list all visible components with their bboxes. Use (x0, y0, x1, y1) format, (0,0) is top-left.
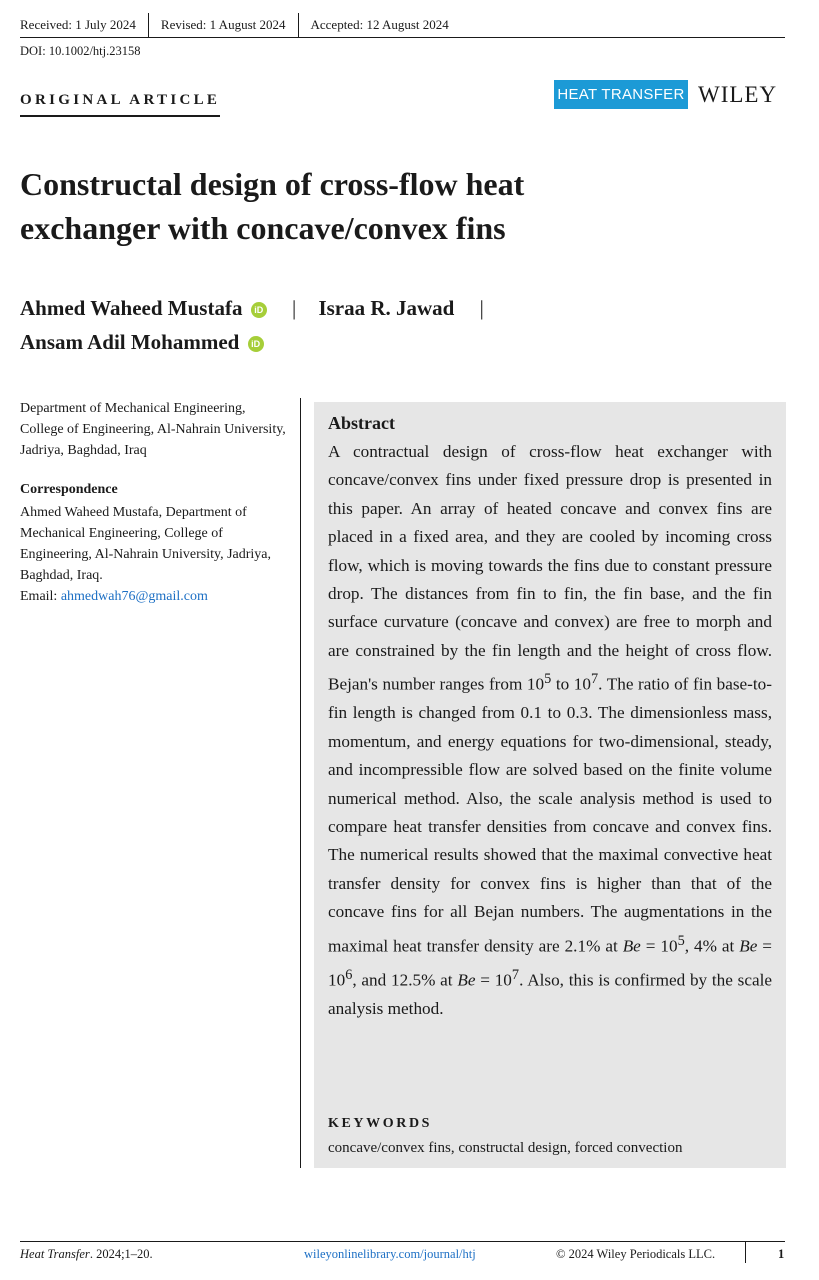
footer-copyright: © 2024 Wiley Periodicals LLC. (556, 1247, 716, 1261)
bejan-symbol: Be (739, 936, 758, 956)
publisher-logo: WILEY (698, 82, 778, 107)
bejan-symbol: Be (457, 970, 476, 990)
page-number: 1 (778, 1247, 785, 1261)
article-type: ORIGINAL ARTICLE (20, 92, 220, 117)
abstract-segment: . Also, this is confirmed by the scale analysis method. (328, 970, 773, 1018)
column-divider (300, 398, 301, 1168)
footer-citation (20, 1245, 153, 1263)
bejan-symbol: Be (622, 936, 641, 956)
orcid-icon[interactable]: iD (251, 302, 267, 318)
article-dates (20, 13, 785, 37)
exponent: 6 (345, 966, 353, 983)
email-label: Email: (20, 589, 61, 604)
revised-date: Revised: 1 August 2024 (148, 13, 298, 38)
abstract-segment: , 4% at (684, 936, 740, 956)
exponent: 5 (677, 932, 685, 949)
abstract-segment: to 10 (551, 674, 591, 694)
title-line-1: Constructal design of cross-flow heat (20, 166, 525, 202)
accepted-date: Accepted: 12 August 2024 (298, 13, 461, 38)
journal-badge: HEAT TRANSFER (554, 80, 688, 109)
abstract-segment: = 10 (640, 936, 678, 956)
abstract-segment: = 10 (475, 970, 512, 990)
received-date: Received: 1 July 2024 (20, 17, 136, 32)
correspondence-text: Ahmed Waheed Mustafa, Department of Mechanical Engineering, College of Engineering, Al-Nahrain University, Jadriya, Baghdad, Iraq. (20, 505, 272, 583)
abstract-segment: A contractual design of cross-flow heat exchanger with concave/convex fins under fixed pressure drop is presented in this paper. An array of heated concave and convex fins are placed in a fixed area, and they are cooled by incoming cross flow, which is moving towards the fins due to constant pressure drop. The distances from fin to fin, the fin base, and the fin surface curvature (concave and convex) are free to morph and are constrained by the fin length and the height of cross flow. Bejan's number ranges from 10 (328, 442, 772, 694)
footer-journal: Heat Transfer (20, 1247, 90, 1261)
paper-title (20, 162, 740, 250)
keywords-heading: KEYWORDS (328, 1116, 433, 1131)
email-link[interactable]: ahmedwah76@gmail.com (60, 589, 208, 604)
author-2[interactable]: Israa R. Jawad (318, 296, 455, 320)
author-separator: | (291, 296, 297, 320)
affiliation: Department of Mechanical Engineering, College of Engineering, Al-Nahrain University, Jadriya, Baghdad, Iraq (20, 401, 286, 458)
exponent: 7 (511, 966, 520, 983)
exponent: 5 (544, 671, 552, 688)
footer-rule (20, 1241, 785, 1242)
correspondence-block (20, 502, 295, 607)
author-list (20, 291, 720, 359)
author-separator: | (479, 296, 484, 320)
abstract-text (328, 438, 772, 1023)
orcid-icon[interactable]: iD (248, 336, 264, 352)
footer-citation-text: . 2024;1–20. (89, 1247, 153, 1261)
author-3[interactable]: Ansam Adil Mohammed (20, 330, 240, 354)
abstract-segment: , and 12.5% at (352, 970, 458, 990)
header-rule (20, 37, 785, 38)
keywords-list: concave/convex fins, constructal design, forced convection (328, 1140, 683, 1156)
title-line-2: exchanger with concave/convex fins (20, 210, 506, 246)
footer-divider (745, 1241, 746, 1263)
exponent: 7 (591, 671, 599, 688)
footer-link[interactable]: wileyonlinelibrary.com/journal/htj (304, 1247, 476, 1261)
correspondence-heading: Correspondence (20, 482, 118, 497)
abstract-segment: = 10 (328, 936, 772, 990)
author-1[interactable]: Ahmed Waheed Mustafa (20, 296, 243, 320)
abstract-segment: . The ratio of fin base-to-fin length is changed from 0.1 to 0.3. The dimensionless mass, momentum, and energy equations for two-dimensional, steady, and incompressible flow are solved based on the finite volume numerical method. Also, the scale analysis method is used to compare heat transfer densities from concave and convex fins. The numerical results showed that the maximal convective heat transfer density for convex fins is higher than that of the concave fins for all Bejan numbers. The augmentations in the maximal heat transfer density are 2.1% at (328, 674, 772, 956)
abstract-heading: Abstract (328, 413, 395, 433)
doi: DOI: 10.1002/htj.23158 (20, 44, 141, 58)
